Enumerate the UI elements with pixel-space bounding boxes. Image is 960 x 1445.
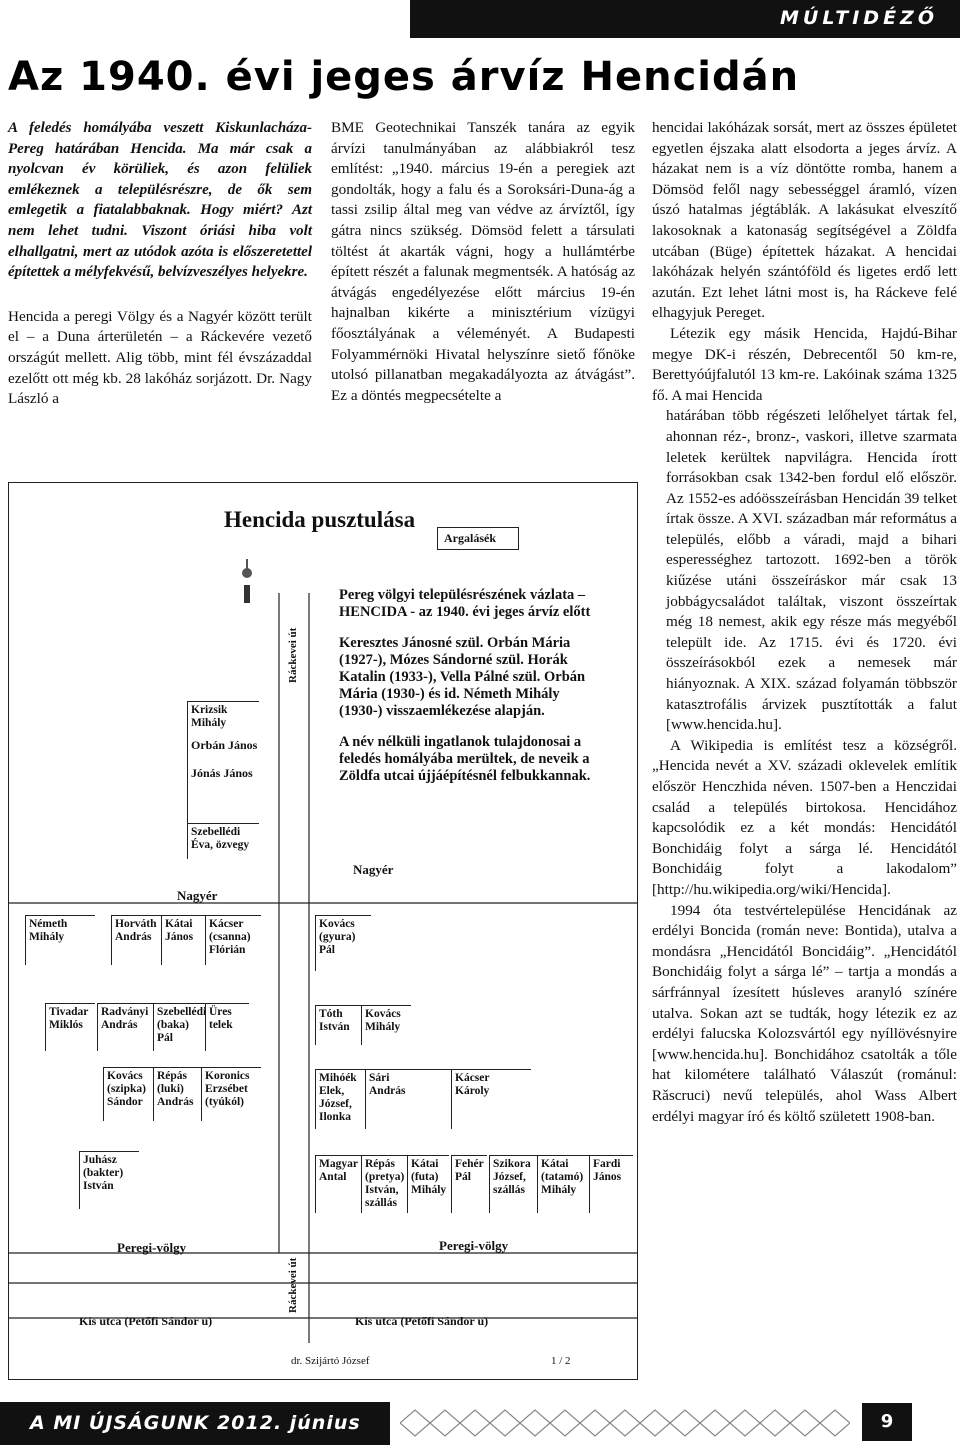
- house-block: [407, 1155, 449, 1213]
- road-label: Ráckevei út: [287, 627, 299, 683]
- house-block: [451, 1069, 531, 1129]
- house-owner: Tivadar Miklós: [49, 1006, 89, 1031]
- legend-heading: Pereg völgyi településrészének vázlata – HENCIDA - az 1940. évi jeges árvíz előtt: [339, 587, 591, 620]
- house-block: [361, 1155, 407, 1213]
- house-block: [489, 1155, 537, 1213]
- house-block: [315, 1155, 361, 1213]
- body-paragraph: BME Geotechnikai Tanszék tanára az egyik árvízi tanulmányában az alábbiakról tesz említést: „1940. március 19-én a peregiek azt gondolták, hogy a falu és a Soroksári-Duna-ág a tassi zsilip által meg van védve az árvíztől, így gátra nincs szükség. Dömsöd felett a társulati töltést át akarták vágni, hogy a hullámtérbe épített részét a falunak megmentsék. A hatóság az átvágás engedélyezése előtt március 19-én hajnalban kikérte a minisztérium vízügyi főosztályának a véleményét. A Budapesti Folyammérnöki Hivatal helyszínre siető főnöke utolsó pillanatban megakadályozta az átvágást”. Ez a döntés megpecsételte a: [331, 119, 635, 404]
- house-owner: Fardi János: [593, 1158, 622, 1183]
- house-owner: Répás (pretya) István, szállás: [365, 1158, 405, 1209]
- house-owner: Kácser Károly: [455, 1072, 490, 1097]
- page-number: 9: [862, 1403, 912, 1441]
- house-block: [111, 915, 161, 965]
- house-block: [315, 1069, 365, 1129]
- column-3: [652, 118, 957, 1127]
- house-owner: Juhász (bakter) István: [83, 1154, 124, 1192]
- house-block: [25, 915, 95, 965]
- body-paragraph: Létezik egy másik Hencida, Hajdú-Bihar megye DK-i részén, Debrecentől 50 km-re, Berettyóújfalutól 13 km-re. Lakóinak száma 1325 fő. A mai Hencida: [652, 324, 957, 404]
- house-owner: Szebellédi (baka) Pál: [157, 1006, 207, 1044]
- house-block: [187, 823, 259, 859]
- body-paragraph: Hencida a peregi Völgy és a Nagyér között terült el – a Duna árterületén – a Ráckevére vezető országút mellett. Alig több, mint fél évszázaddal ezelőtt ott még kb. 28 lakóház sorjázott. Dr. Nagy László a: [8, 307, 312, 408]
- house-owner: Mihóék Elek, József, Ilonka: [319, 1072, 357, 1123]
- house-owner: Sári András: [369, 1072, 406, 1097]
- house-block: [153, 1067, 201, 1121]
- house-owner: Krizsik Mihály: [191, 704, 228, 729]
- map-author: dr. Szijártó József: [291, 1355, 370, 1367]
- house-block: [161, 915, 205, 965]
- body-paragraph: A Wikipedia is említést tesz a községről. „Hencida nevét a XV. századi oklevelek említik először Henczhida néven. 1507-ben a Henczidai család a település birtokosa. Hencidához kapcsolódik ez a két mondás: Hencidától Bonchidáig folyt a sárga lé. Hencidától Bonchidáig folyt a lakodalom” [http://hu.wikipedia.org/wiki/Hencida].: [652, 736, 957, 898]
- argalasek-label: Argalásék: [437, 527, 519, 550]
- house-owner: Orbán János: [191, 738, 258, 752]
- body-paragraph: hencidai lakóházak sorsát, mert az összes épületet egyetlen éjszaka alatt elsodorta a jeges árvíz. A házakat nem is a víz döntötte romba, hanem a Dömsöd felől nagy sebességgel áramló, vízen úszó hatalmas jégtáblák. A lakásukat elveszítő lakosoknak a katonaság segítségével a Zöldfa utcában (Büge) építettek házakat. A hencidai lakóházak helyén szántóföld és ligetes erdő lett azután. Ezt lehet látni most is, ha Ráckeve felé elhagyjuk Pereget.: [652, 119, 957, 322]
- house-block: [205, 1003, 249, 1051]
- legend-note: A név nélküli ingatlanok tulajdonosai a feledés homályába merültek, de neveik a Zöldfa utcai újjáépítésnél felbukkannak.: [339, 734, 591, 784]
- house-owner: Horváth András: [115, 918, 157, 943]
- body-paragraph: 1994 óta testvértelepülése Hencidának az erdélyi Boncida (román neve: Bontida), utalva a mondásra „Hencidától Boncidáig”. „Hencidától Bonchidáig folyt a sárga lé” – tartja a mondás a sárfránnyal ízesített húsleves aranyló színére utalva. Sokan azt se tudták, hogy létezik ez az erdélyi falucska Kolozsvártól egy nyíllövésnyire [www.hencida.hu]. Bonchidához csatolták a tőle hat kilométere található Válaszút (románul: Rǎscruci) nevű település, ahol Wass Albert erdélyi magyar író és költő született 1908-ban.: [652, 901, 957, 1125]
- house-owner: Kovács Mihály: [365, 1008, 401, 1033]
- legend-sources: Keresztes Jánosné szül. Orbán Mária (1927-), Mózes Sándorné szül. Horák Katalin (1933-), Vella Pálné szül. Orbán Mária (1930-) és id. Németh Mihály (1930-) visszaemlékezése alapján.: [339, 635, 586, 719]
- house-owner: Szikora József, szállás: [493, 1158, 531, 1196]
- map-title: Hencida pusztulása: [224, 507, 416, 532]
- house-owner: Szebellédi Éva, özvegy: [191, 826, 250, 851]
- map-page: 1 / 2: [551, 1355, 571, 1367]
- body-paragraph: határában több régészeti lelőhelyet tártak fel, ahonnan réz-, bronz-, vaskori, illetve szarmata leletek kerültek napvilágra. Hencida írott forrásokban csak 1342-ben fordul elő először. Az 1552-es adóösszeírásban Hencidán 39 telket írtak össze. A XVI. században már református a település, előbb a váradi, majd a bihari esperességhez tartozott. 1692-ben a török kiűzése utáni összeíráskor már csak 13 jobbágycsaládot találtak, viszont összeírtak még 18 nemest, akik egy része más megyéből települt ide. Az 1715. évi és 1720. évi összeírásokból ezek a nemesek már hiányoznak. A XIX. század folyamán többször katasztrofális árvizek pusztították a falut [www.hencida.hu].: [666, 407, 957, 734]
- house-block: [365, 1069, 451, 1129]
- peregi-volgy-label: Peregi-völgy: [117, 1240, 187, 1255]
- peregi-volgy-label: Peregi-völgy: [439, 1238, 509, 1253]
- house-owner: Répás (luki) András: [157, 1070, 194, 1108]
- house-owner: Kátai (futa) Mihály: [411, 1158, 447, 1196]
- nagyer-label: Nagyér: [177, 888, 218, 903]
- house-block: [361, 1005, 411, 1045]
- house-owner: Kátai János: [165, 918, 194, 943]
- house-owner: Németh Mihály: [29, 918, 68, 943]
- house-block: [205, 915, 261, 965]
- house-block: [537, 1155, 589, 1213]
- ornament-pattern: [400, 1408, 850, 1438]
- house-block: [451, 1155, 487, 1213]
- house-block: [97, 1003, 153, 1051]
- magazine-footer: A MI ÚJSÁGUNK 2012. június: [0, 1402, 390, 1445]
- house-owner: Fehér Pál: [455, 1158, 484, 1183]
- house-block: [315, 1005, 361, 1045]
- section-tag: MÚLTIDÉZŐ: [410, 0, 960, 38]
- house-owner: Tóth István: [319, 1008, 350, 1033]
- column-2: [331, 118, 635, 406]
- house-block: [45, 1003, 95, 1051]
- column-1: [8, 118, 312, 410]
- house-owner: Radványi András: [101, 1006, 149, 1031]
- kis-utca-label: Kis utca (Petőfi Sándor u): [79, 1314, 213, 1328]
- house-owner: Kovács (gyura) Pál: [319, 918, 356, 956]
- house-owner: Kácser (csanna) Flórián: [209, 918, 251, 956]
- settlement-sketch-map: [8, 482, 638, 1380]
- nagyer-label: Nagyér: [353, 862, 394, 877]
- house-owner: Koronics Erzsébet (tyúkól): [205, 1070, 250, 1108]
- house-block: [153, 1003, 205, 1051]
- house-block: [79, 1151, 139, 1209]
- house-owner: Kátai (tatamó) Mihály: [541, 1158, 584, 1196]
- article-title: Az 1940. évi jeges árvíz Hencidán: [8, 54, 800, 100]
- house-owner: Kovács (szipka) Sándor: [107, 1070, 146, 1108]
- house-block: [201, 1067, 261, 1121]
- house-owner: Üres telek: [209, 1006, 233, 1031]
- house-owner: Magyar Antal: [319, 1158, 358, 1183]
- house-block: [315, 915, 371, 971]
- house-owner: Jónás János: [191, 766, 253, 780]
- house-block: [589, 1155, 633, 1213]
- house-block: [103, 1067, 153, 1121]
- kis-utca-label: Kis utca (Petőfi Sándor u): [355, 1314, 489, 1328]
- road-label: Ráckevei út: [287, 1257, 299, 1313]
- lead-paragraph: A feledés homályába veszett Kiskunlacháza-Pereg határában Hencida. Ma már csak a nyolcvan év körüliek, és azon felüliek emlékeznek a településrészre, de ők sem emlegetik a fiatalabbaknak. Hogy miért? Azt nem lehet tudni. Viszont óriási hiba volt elhallgatni, mert az utódok azóta is előszeretettel építettek a mélyfekvésű, belvízveszélyes helyekre.: [8, 120, 312, 281]
